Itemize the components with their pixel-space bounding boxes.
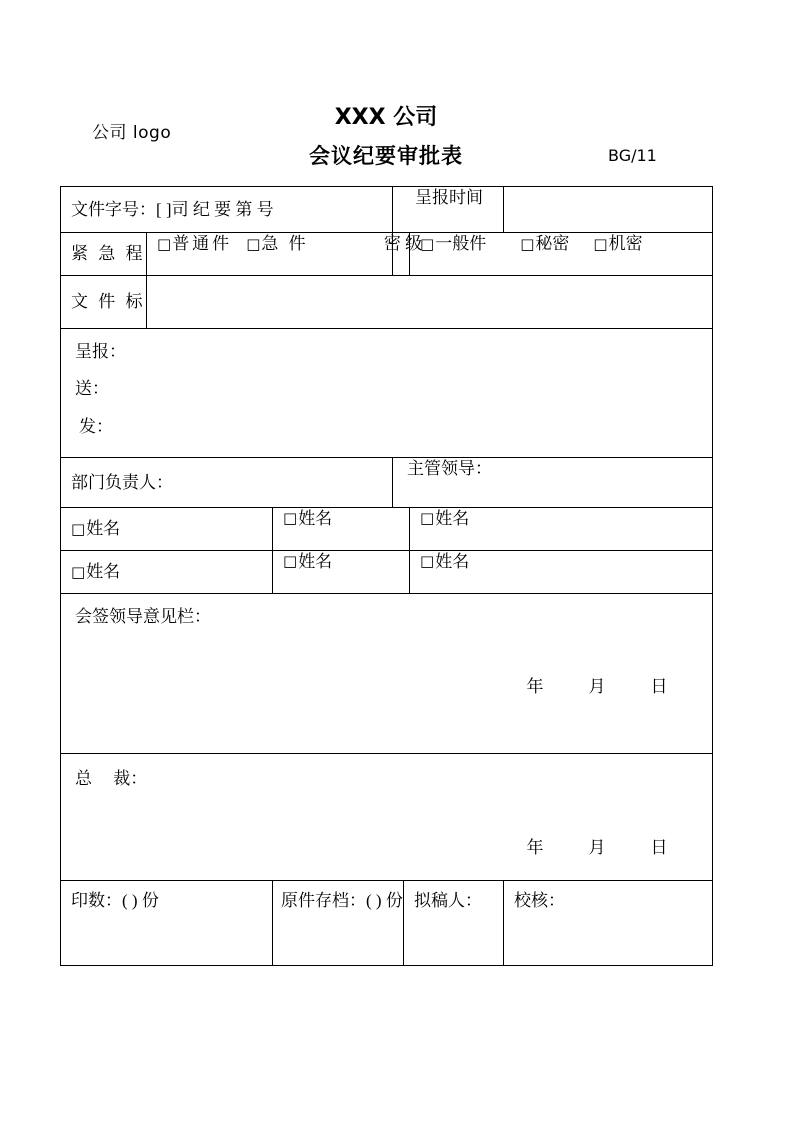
countersign-label: 会签领导意见栏： [75,607,211,626]
archive-count-label: 原件存档：( ) 份 [281,891,403,910]
name-label: 姓名 [298,552,333,571]
form-code: BG/11 [608,146,657,165]
cell-print-count[interactable] [61,881,273,966]
checkbox-secret[interactable] [520,233,569,254]
cell-archive-count[interactable] [273,881,404,966]
drafter-label: 拟稿人： [414,891,483,910]
president-date-line [504,837,690,858]
print-count-label: 印数：( ) 份 [71,891,159,910]
table-row [61,594,713,754]
table-row [61,329,713,458]
secrecy-options-group [410,233,712,254]
checkbox-urgent-doc[interactable] [246,233,308,254]
doc-number-label: 文件字号：[ ]司 纪 要 第 号 [71,199,274,219]
cell-name-5[interactable] [273,551,410,594]
distribution-issue: 发： [79,416,113,436]
cell-checker[interactable] [504,881,713,966]
date-year-label: 年 [526,676,544,696]
checkbox-general-label: 一般件 [435,234,487,253]
table-row [61,754,713,881]
checkbox-icon: □ [71,562,86,581]
checkbox-icon: □ [246,235,261,253]
cell-doc-mark-label [61,276,147,329]
checkbox-icon: □ [157,235,172,253]
date-month-label: 月 [588,837,606,857]
checkbox-icon: □ [71,519,86,538]
cell-urgency-label [61,233,147,276]
page-title: 会议纪要审批表 [309,144,463,168]
cell-countersign[interactable] [61,594,713,754]
checkbox-icon: □ [420,552,435,571]
cell-secrecy-label [383,233,423,276]
checkbox-icon: □ [420,509,435,528]
table-row [61,276,713,329]
checkbox-name-6[interactable] [410,551,712,572]
document-header [60,96,712,182]
table-row [61,551,713,594]
cell-name-1[interactable] [61,508,273,551]
president-label: 总 裁： [75,769,148,788]
checkbox-name-5[interactable] [273,551,409,572]
cell-submit-time-label [393,187,504,233]
cell-name-3[interactable] [410,508,713,551]
checkbox-urgent-doc-label: 急 件 [261,234,309,253]
cell-secrecy-options [410,233,713,276]
table-row [61,881,713,966]
name-label: 姓名 [435,552,470,571]
cell-distribution[interactable] [61,329,713,458]
cell-name-2[interactable] [273,508,410,551]
distribution-report: 呈报： [75,342,126,361]
checkbox-icon: □ [593,235,608,253]
checkbox-secret-label: 秘密 [535,234,570,253]
checkbox-confidential[interactable] [593,233,642,254]
name-label: 姓名 [86,519,121,539]
cell-drafter[interactable] [404,881,504,966]
name-label: 姓名 [86,562,121,582]
countersign-date-line [504,676,690,697]
date-day-label: 日 [650,837,668,857]
checkbox-icon: □ [283,509,298,528]
table-row [61,233,713,276]
checkbox-name-3[interactable] [410,508,712,529]
doc-mark-label: 文 件 标 [71,292,146,312]
cell-president[interactable] [61,754,713,881]
checkbox-normal-doc[interactable] [157,233,232,254]
date-day-label: 日 [650,676,668,696]
date-month-label: 月 [588,676,606,696]
cell-doc-number [61,187,393,233]
checkbox-name-1[interactable] [61,508,272,550]
supervisor-label: 主管领导： [407,459,493,478]
name-label: 姓名 [435,509,470,528]
date-year-label: 年 [526,837,544,857]
name-label: 姓名 [298,509,333,528]
cell-name-4[interactable] [61,551,273,594]
checkbox-general[interactable] [420,233,486,254]
checkbox-icon: □ [283,552,298,571]
checkbox-confidential-label: 机密 [608,234,643,253]
cell-submit-time-value[interactable] [504,187,713,233]
checkbox-name-4[interactable] [61,551,272,593]
urgency-options-group [147,233,392,254]
distribution-send: 送： [75,379,109,399]
approval-form-table [60,186,713,966]
cell-supervisor[interactable] [393,458,713,508]
checkbox-icon: □ [420,235,435,253]
dept-head-label: 部门负责人： [71,472,173,492]
company-title: XXX 公司 [334,105,438,130]
cell-urgency-options [147,233,393,276]
doc-mark-value [147,276,712,292]
table-row [61,187,713,233]
checkbox-name-2[interactable] [273,508,409,529]
distribution-list [61,329,712,437]
table-row [61,458,713,508]
checkbox-icon: □ [520,235,535,253]
cell-name-6[interactable] [410,551,713,594]
table-row [61,508,713,551]
countersign-area [61,594,712,753]
checker-label: 校核： [514,891,566,910]
urgency-label: 紧 急 程 [71,244,146,264]
president-area [61,754,712,880]
checkbox-normal-doc-label: 普通件 [172,234,233,253]
company-logo-placeholder: 公司 logo [92,123,172,143]
submit-time-label: 呈报时间 [415,188,484,207]
cell-dept-head[interactable] [61,458,393,508]
cell-doc-mark-value[interactable] [147,276,713,329]
secrecy-label: 密 级 [383,234,423,253]
